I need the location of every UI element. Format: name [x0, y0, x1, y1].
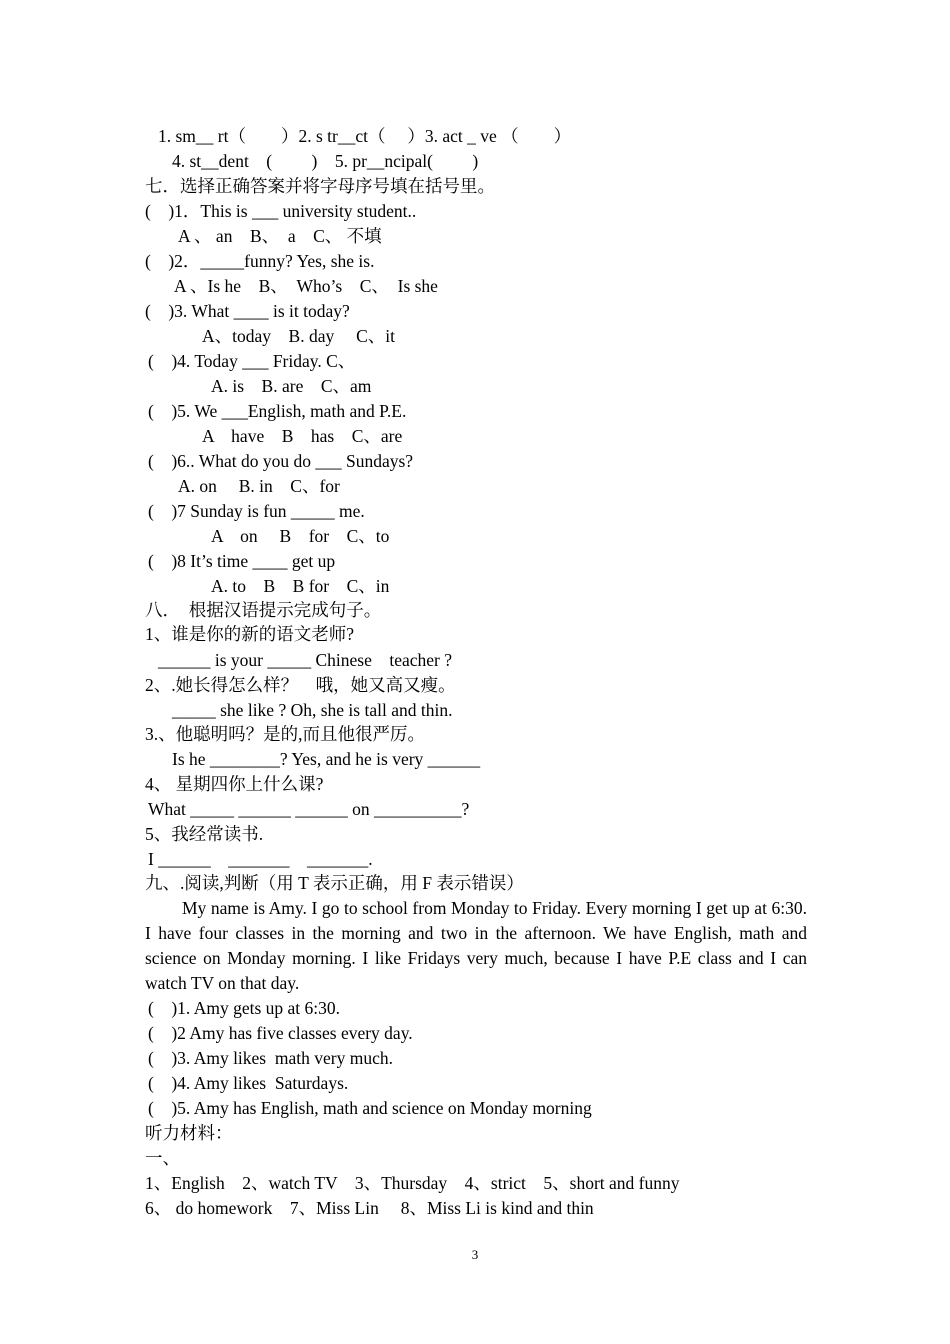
mc-options-8: A. to B B for C、in: [211, 576, 390, 596]
translation-blank-3: Is he ________? Yes, and he is very ______: [172, 749, 481, 769]
translation-blank-2: _____ she like ? Oh, she is tall and thin.: [172, 700, 453, 720]
judgement-item-4: ( )4. Amy likes Saturdays.: [148, 1073, 349, 1093]
translation-prompt-1: 1、谁是你的新的语文老师?: [145, 624, 355, 644]
mc-options-3: A、today B. day C、it: [202, 326, 395, 346]
reading-passage: My name is Amy. I go to school from Monday to Friday. Every morning I get up at 6:30. I have four classes in the morning and two in the afternoon. We have English, math and science on Monday morning. I like Fridays very much, because I have P.E class and I can watch TV on that day.: [145, 898, 807, 993]
page-number: 3: [471, 1247, 479, 1262]
translation-prompt-4: 4、 星期四你上什么课?: [145, 774, 324, 794]
section-7-title: 七．选择正确答案并将字母序号填在括号里。: [145, 176, 495, 196]
listening-line-1: 1、English 2、watch TV 3、Thursday 4、strict 5、short and funny: [145, 1173, 680, 1193]
judgement-item-2: ( )2 Amy has five classes every day.: [148, 1023, 413, 1043]
judgement-item-1: ( )1. Amy gets up at 6:30.: [148, 998, 340, 1018]
translation-blank-5: I ______ _______ _______.: [148, 849, 373, 869]
translation-prompt-3: 3.、他聪明吗？是的,而且他很严厉。: [145, 724, 425, 744]
mc-options-5: A have B has C、are: [202, 426, 403, 446]
judgement-item-5: ( )5. Amy has English, math and science on Monday morning: [148, 1098, 592, 1118]
mc-question-8: ( )8 It’s time ____ get up: [148, 551, 336, 571]
mc-options-2: A 、Is he B、 Who’s C、 Is she: [174, 276, 438, 296]
translation-prompt-2: 2、.她长得怎么样？ 哦，她又高又瘦。: [145, 675, 456, 695]
spelling-line-2: 4. st__dent ( ) 5. pr__ncipal( ): [172, 151, 479, 171]
listening-line-2: 6、 do homework 7、Miss Lin 8、Miss Li is kind and thin: [145, 1198, 594, 1218]
mc-options-1: A 、 an B、 a C、 不填: [178, 226, 382, 246]
mc-question-5: ( )5. We ___English, math and P.E.: [148, 401, 407, 421]
mc-options-6: A. on B. in C、for: [178, 476, 340, 496]
listening-part-label: 一、: [145, 1148, 180, 1168]
mc-options-7: A on B for C、to: [211, 526, 390, 546]
mc-question-7: ( )7 Sunday is fun _____ me.: [148, 501, 365, 521]
section-8-title: 八． 根据汉语提示完成句子。: [145, 600, 382, 620]
section-9-title: 九、.阅读,判断（用 T 表示正确，用 F 表示错误）: [145, 873, 524, 893]
mc-question-1: ( )1．This is ___ university student..: [145, 201, 417, 221]
mc-question-3: ( )3. What ____ is it today?: [145, 301, 350, 321]
mc-question-2: ( )2．_____funny? Yes, she is.: [145, 251, 375, 271]
mc-question-6: ( )6.. What do you do ___ Sundays?: [148, 451, 414, 471]
listening-title: 听力材料：: [145, 1123, 233, 1143]
mc-options-4: A. is B. are C、am: [211, 376, 372, 396]
translation-blank-4: What _____ ______ ______ on __________?: [148, 799, 470, 819]
translation-prompt-5: 5、我经常读书.: [145, 824, 264, 844]
spelling-line-1: 1. sm__ rt（ ）2. s tr__ct（ ）3. act _ ve （ ）: [158, 126, 572, 146]
judgement-item-3: ( )3. Amy likes math very much.: [148, 1048, 393, 1068]
translation-blank-1: ______ is your _____ Chinese teacher ?: [158, 650, 453, 670]
mc-question-4: ( )4. Today ___ Friday. C、: [148, 351, 356, 371]
